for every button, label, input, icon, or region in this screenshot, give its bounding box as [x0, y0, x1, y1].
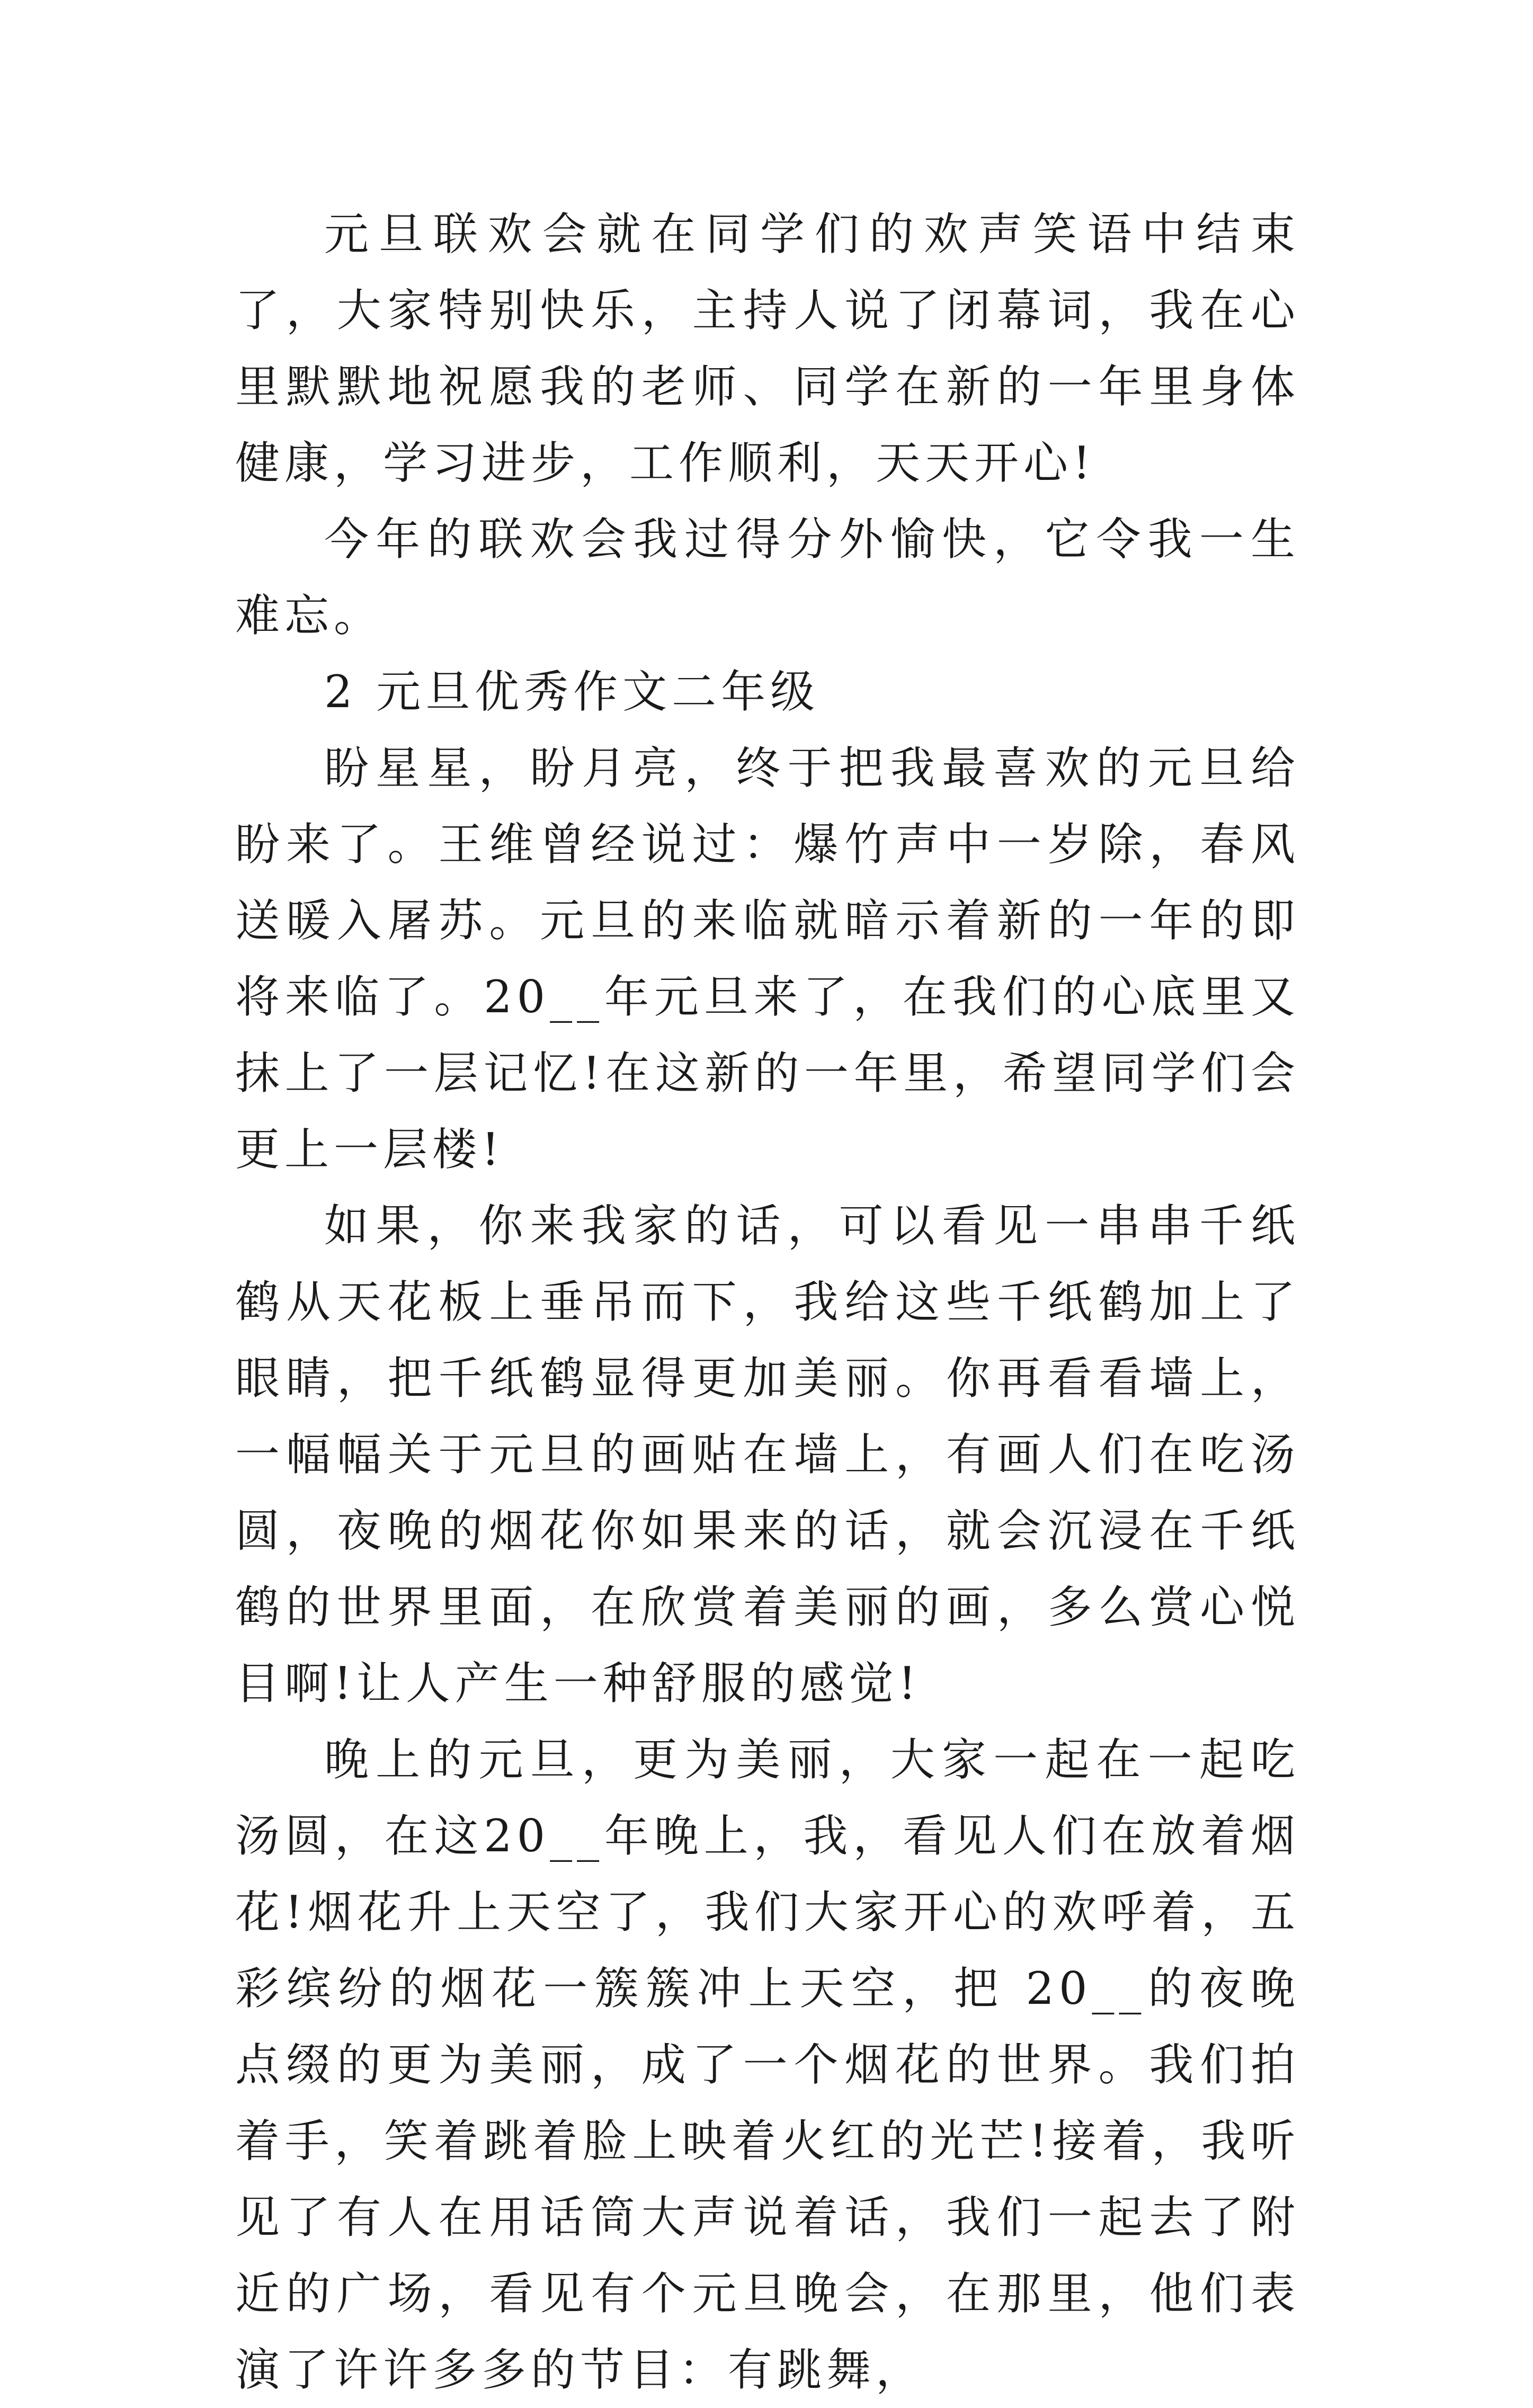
paragraph-unforgettable: 今年的联欢会我过得分外愉快，它令我一生难忘。 [235, 513, 1300, 641]
paragraph-waiting-for-new-year: 盼星星，盼月亮，终于把我最喜欢的元旦给盼来了。王维曾经说过：爆竹声中一岁除，春风送暖入屠苏。元旦的来临就暗示着新的一年的即将来临了。20__年元旦来了，在我们的心底里又抹上了一层记忆!在这新的一年里，希望同学们会更上一层楼! [235, 742, 1300, 1175]
document-body [235, 196, 1300, 2408]
paragraph-party-ending: 元旦联欢会就在同学们的欢声笑语中结束了，大家特别快乐，主持人说了闭幕词，我在心里默默地祝愿我的老师、同学在新的一年里身体健康，学习进步，工作顺利，天天开心! [235, 208, 1300, 489]
paragraph-fireworks-night: 晚上的元旦，更为美丽，大家一起在一起吃汤圆，在这20__年晚上，我，看见人们在放着烟花!烟花升上天空了，我们大家开心的欢呼着，五彩缤纷的烟花一簇簇冲上天空，把 20__的夜晚点缀的更为美丽，成了一个烟花的世界。我们拍着手，笑着跳着脸上映着火红的光芒!接着，我听见了有人在用话筒大声说着话，我们一起去了附近的广场，看见有个元旦晚会，在那里，他们表演了许许多多的节目：有跳舞， [235, 1734, 1300, 2396]
paragraph-paper-cranes: 如果，你来我家的话，可以看见一串串千纸鹤从天花板上垂吊而下，我给这些千纸鹤加上了眼睛，把千纸鹤显得更加美丽。你再看看墙上，一幅幅关于元旦的画贴在墙上，有画人们在吃汤圆，夜晚的烟花你如果来的话，就会沉浸在千纸鹤的世界里面，在欣赏着美丽的画，多么赏心悦目啊!让人产生一种舒服的感觉! [235, 1200, 1300, 1709]
essay-heading: 2 元旦优秀作文二年级 [324, 666, 820, 718]
